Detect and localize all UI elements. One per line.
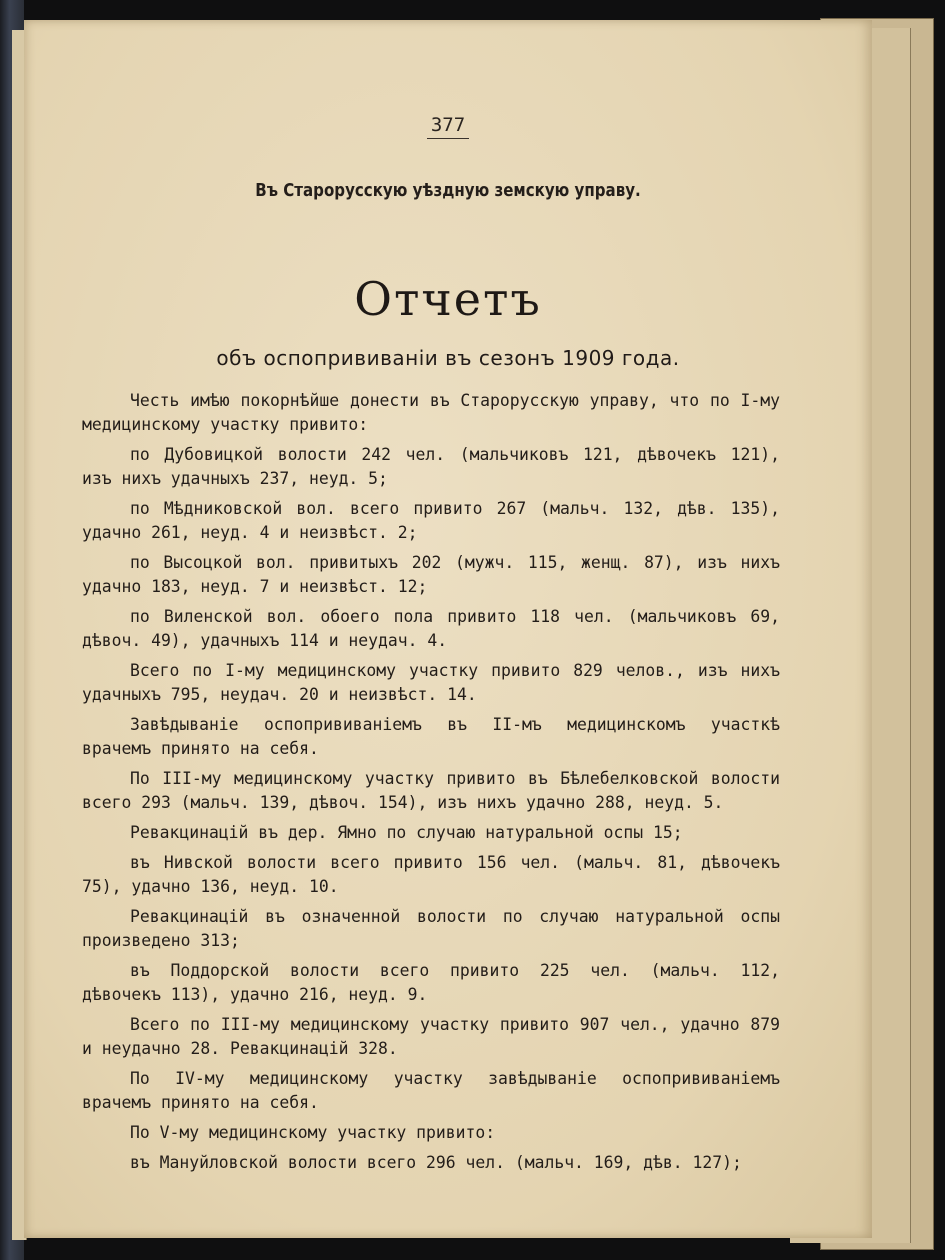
paragraph: по Дубовицкой волости 242 чел. (мальчиковъ 121, дѣвочекъ 121), изъ нихъ удачныхъ 237, неуд. 5; <box>82 445 780 488</box>
page-number <box>24 114 872 136</box>
paragraph: по Мѣдниковской вол. всего привито 267 (мальч. 132, дѣв. 135), удачно 261, неуд. 4 и неизвѣст. 2; <box>82 499 780 542</box>
paragraph: Завѣдываніе оспопрививаніемъ въ II-мъ медицинскомъ участкѣ врачемъ принято на себя. <box>82 715 780 758</box>
paragraph: въ Мануйловской волости всего 296 чел. (мальч. 169, дѣв. 127); <box>130 1153 742 1172</box>
paragraph: По V-му медицинскому участку привито: <box>130 1123 496 1142</box>
paragraph: Всего по I-му медицинскому участку привито 829 челов., изъ нихъ удачныхъ 795, неудач. 20 и неизвѣст. 14. <box>82 661 780 704</box>
paragraph: По III-му медицинскому участку привито въ Бѣлебелковской волости всего 293 (мальч. 139, дѣвоч. 154), изъ нихъ удачно 288, неуд. 5. <box>82 769 780 812</box>
addressee-heading: Въ Старорусскую уѣздную земскую управу. <box>255 181 641 201</box>
paragraph: въ Поддорской волости всего привито 225 чел. (мальч. 112, дѣвочекъ 113), удачно 216, неуд. 9. <box>82 961 780 1004</box>
document-subtitle: объ оспопрививаніи въ сезонъ 1909 года. <box>216 346 680 370</box>
paragraph: по Виленской вол. обоего пола привито 118 чел. (мальчиковъ 69, дѣвоч. 49), удачныхъ 114 и неудач. 4. <box>82 607 780 650</box>
paragraph: Всего по III-му медицинскому участку привито 907 чел., удачно 879 и неудачно 28. Ревакцинацій 328. <box>82 1015 780 1058</box>
paragraph: Ревакцинацій въ дер. Ямно по случаю натуральной оспы 15; <box>130 823 683 842</box>
paragraph: въ Нивской волости всего привито 156 чел. (мальч. 81, дѣвочекъ 75), удачно 136, неуд. 10. <box>82 853 780 896</box>
paragraph: Честь имѣю покорнѣйше донести въ Старорусскую управу, что по I-му медицинскому участку привито: <box>82 391 780 434</box>
paragraph: Ревакцинацій въ означенной волости по случаю натуральной оспы произведено 313; <box>82 907 780 950</box>
report-body <box>82 389 780 1181</box>
paragraph: По IV-му медицинскому участку завѣдываніе оспопрививаніемъ врачемъ принято на себя. <box>82 1069 780 1112</box>
paragraph: по Высоцкой вол. привитыхъ 202 (мужч. 115, женщ. 87), изъ нихъ удачно 183, неуд. 7 и неизвѣст. 12; <box>82 553 780 596</box>
page-number-text: 377 <box>427 114 469 139</box>
document-title: Отчетъ <box>354 272 542 326</box>
document-page <box>24 20 872 1238</box>
